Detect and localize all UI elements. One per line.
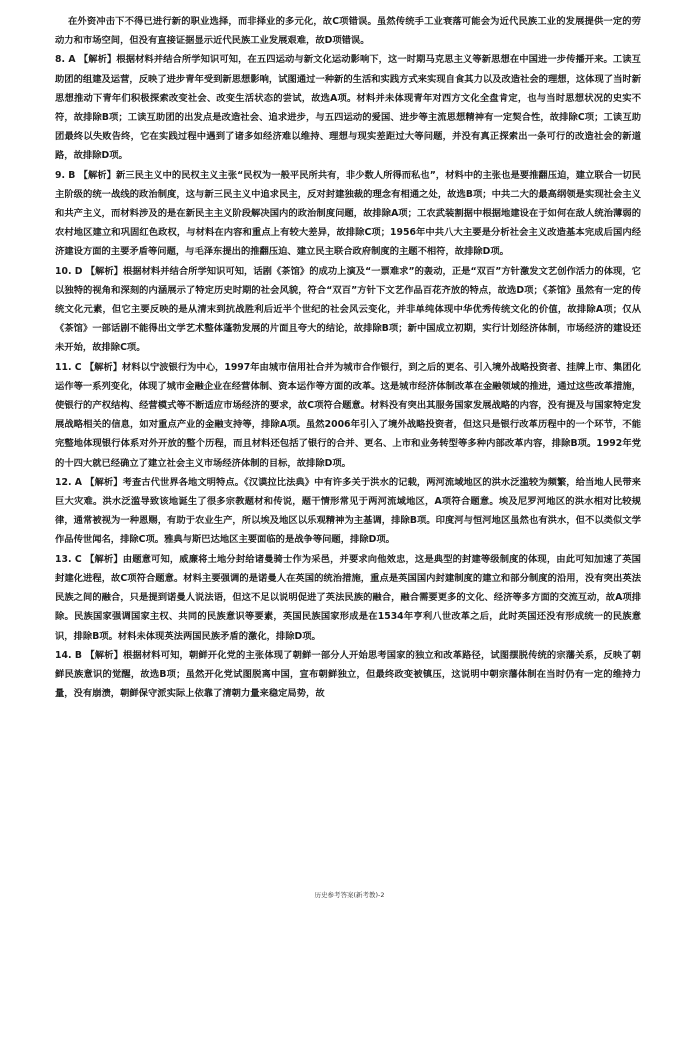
question-number: 12. [55, 476, 72, 488]
question-number: 10. [55, 265, 72, 277]
question-number: 14. [55, 649, 72, 661]
analysis-text: 材料以宁波银行为中心，1997年由城市信用社合并为城市合作银行，到之后的更名、引入境外战略投资者、挂牌上市、集团化运作等一系列变化，体现了城市金融企业在经营体制、资本运作等方面的改革。这是城市经济体制改革在金融领域的推进，通过这些改革措施，使银行的产权结构、经营模式等不断适应市场经济的要求，故C项符合题意。材料没有突出其服务国家发展战略的内容，没有提及与国家特定发展战略相关的信息，如对重点产业的金融支持等，排除A项。虽然2006年引入了境外战略投资者，但这只是银行改革历程中的一个环节，不能完整地体现银行体系对外开放的整个历程，而且材料还包括了银行的合并、更名、上市和业务转型等多种内部改革内容，排除B项。1992年党的十四大就已经确立了建立社会主义市场经济体制的目标，故排除D项。 [55, 361, 641, 469]
analysis-tag: 【解析】 [85, 476, 123, 488]
analysis-text: 由题意可知，威廉将土地分封给诸曼骑士作为采邑，并要求向他效忠，这是典型的封建等级制度的体现，由此可知加速了英国封建化进程，故C项符合题意。材料主要强调的是诺曼人在英国的统治措施，重点是英国国内封建制度的建立和部分制度的沿用，没有突出英法民族之间的融合，只是提到诺曼人说法语，但这不足以说明促进了英法民族的融合，融合需要更多的文化、经济等多方面的交流互动，故A项排除。民族国家强调国家主权、共同的民族意识等要素，英国民族国家形成是在1534年亨利八世改革之后，此时英国还没有形成统一的民族意识，排除B项。材料未体现英法两国民族矛盾的激化，排除D项。 [55, 553, 641, 642]
answer-item-9 [55, 166, 641, 262]
analysis-tag: 【解析】 [85, 265, 123, 277]
analysis-tag: 【解析】 [84, 361, 123, 373]
analysis-text: 新三民主义中的民权主义主张“民权为一般平民所共有，非少数人所得而私也”，材料中的主张也是要推翻压迫，建立联合一切民主阶级的统一战线的政治制度，这与新三民主义中追求民主，反对封建独裁的理念有相通之处，故选B项；中共二大的最高纲领是实现社会主义和共产主义，而材料涉及的是在新民主主义阶段解决国内的政治制度问题，故排除A项；工农武装割据中根据地建设在于如何在敌人统治薄弱的农村地区建立和巩固红色政权，与材料在内容和重点上有较大差异，故排除C项；1956年中共八大主要是分析社会主义改造基本完成后国内经济建设方面的主要矛盾等问题，与毛泽东提出的推翻压迫、建立民主联合政府制度的主题不相符，故排除D项。 [55, 169, 641, 258]
analysis-text: 根据材料并结合所学知识可知，在五四运动与新文化运动影响下，这一时期马克思主义等新思想在中国进一步传播开来。工读互助团的组建及运营，反映了进步青年受到新思想影响，试图通过一种新的生活和实践方式来实现自食其力以及改造社会的理想，这体现了当时新思想推动下青年们积极探索改变社会、改变生活状态的尝试，故选A项。材料并未体现青年对西方文化全盘肯定，也与当时思想状况的史实不符，故排除B项；工读互助团的出发点是改造社会、追求进步，与五四运动的爱国、进步等主流思想精神有一定契合性，故排除C项；工读互助团最终以失败告终，它在实践过程中遇到了诸多如经济难以维持、理想与现实差距过大等问题，并没有真正探索出一条可行的改造社会的新道路，故排除D项。 [55, 54, 641, 162]
answer-letter: A [74, 476, 82, 488]
analysis-tag: 【解析】 [85, 649, 124, 661]
answer-item-13 [55, 550, 641, 646]
analysis-text: 根据材料可知，朝鲜开化党的主张体现了朝鲜一部分人开始思考国家的独立和改革路径，试图摆脱传统的宗藩关系，反映了朝鲜民族意识的觉醒，故选B项；虽然开化党试图脱离中国，宣布朝鲜独立，但最终政变被镇压，这说明中朝宗藩体制在当时仍有一定的维持力量，没有崩溃，朝鲜保守派实际上依靠了清朝力量来稳定局势，故 [55, 649, 641, 700]
answer-letter: A [68, 54, 76, 66]
answer-item-14 [55, 646, 641, 704]
analysis-tag: 【解析】 [78, 169, 116, 181]
question-number: 13. [55, 553, 72, 565]
answer-item-12 [55, 473, 641, 550]
answer-item-10 [55, 262, 641, 358]
answer-letter: C [74, 553, 82, 565]
analysis-tag: 【解析】 [78, 54, 117, 66]
analysis-tag: 【解析】 [85, 553, 123, 565]
answer-item-8 [55, 50, 641, 165]
answer-letter: D [74, 265, 83, 277]
answer-letter: B [74, 649, 82, 661]
footer-text: 历史参考答案(新考教)-2 [314, 891, 385, 899]
answer-letter: C [74, 361, 82, 373]
question-number: 8. [55, 54, 66, 66]
answer-item-11 [55, 358, 641, 473]
question-number: 9. [55, 169, 66, 181]
answer-letter: B [68, 169, 76, 181]
analysis-text: 考查古代世界各地文明特点。《汉谟拉比法典》中有许多关于洪水的记载，两河流域地区的洪水泛滥较为频繁，给当地人民带来巨大灾难。洪水泛滥导致该地诞生了很多宗教题材和传说，题干情形常见于两河流域地区，A项符合题意。埃及尼罗河地区的洪水相对比较规律，通常被视为一种恩赐，有助于农业生产，所以埃及地区以乐观精神为主基调，排除B项。印度河与恒河地区虽然也有洪水，但不以类似文学作品传世闻名，排除C项。雅典与斯巴达地区主要面临的是战争等问题，排除D项。 [55, 476, 641, 546]
analysis-text: 根据材料并结合所学知识可知，话剧《茶馆》的成功上演及“一票难求”的轰动，正是“双百”方针激发文艺创作活力的体现，它以独特的视角和深刻的内涵展示了特定历史时期的社会风貌，符合“双百”方针下文艺作品百花齐放的特点，故选D项；《茶馆》虽然有一定的传统文化元素，但它主要反映的是从清末到抗战胜利后近半个世纪的社会风云变化，并非单纯体现中华优秀传统文化的价值，故排除A项；仅从《茶馆》一部话剧不能得出文学艺术整体蓬勃发展的片面且夸大的结论，故排除B项；新中国成立初期，实行计划经济体制，市场经济的建设还未开始，故排除C项。 [55, 265, 641, 354]
intro-paragraph [55, 12, 641, 50]
page-footer [0, 890, 699, 899]
question-number: 11. [55, 361, 72, 373]
intro-text: 在外资冲击下不得已进行新的职业选择，而非择业的多元化，故C项错误。虽然传统手工业衰落可能会为近代民族工业的发展提供一定的劳动力和市场空间，但没有直接证据显示近代民族工业发展艰难，故D项错误。 [55, 16, 641, 47]
